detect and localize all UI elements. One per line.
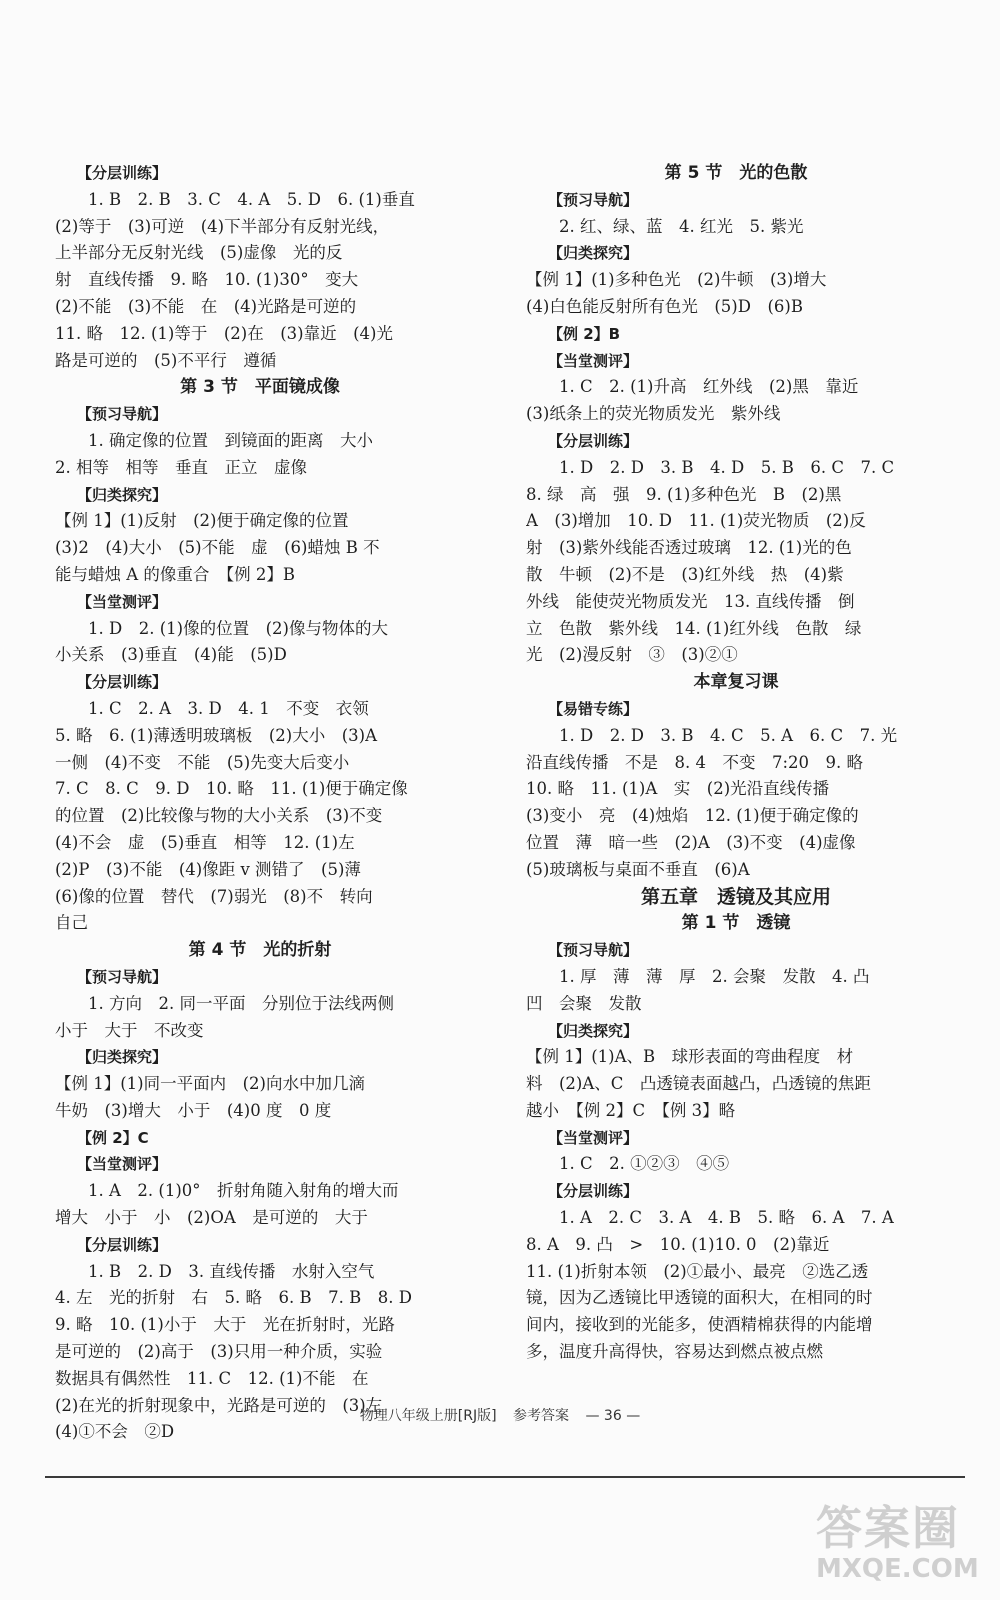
answer-line: 是可逆的 (2)高于 (3)只用一种介质，实验 [55, 1342, 383, 1362]
answer-line: 自己 [55, 913, 88, 933]
answer-line: 能与蜡烛 A 的像重合 【例 2】B [55, 564, 296, 584]
answer-line: 1. 厚 薄 薄 厚 2. 会聚 发散 4. 凸 [559, 966, 870, 986]
left-column [55, 160, 465, 1446]
section-heading: 【当堂测评】 [548, 351, 639, 370]
bottom-rule [45, 1476, 965, 1478]
answer-line: 沿直线传播 不是 8. 4 不变 7:20 9. 略 [526, 752, 864, 772]
answer-line: 1. C 2. A 3. D 4. 1 不变 衣领 [88, 698, 369, 718]
section-title: 第 3 节 平面镜成像 [180, 377, 340, 398]
answer-line: 2. 相等 相等 垂直 正立 虚像 [55, 457, 307, 477]
answer-line: 立 色散 紫外线 14. (1)红外线 色散 绿 [526, 618, 862, 638]
page-footer [0, 1405, 1000, 1425]
answer-line: 位置 薄 暗一些 (2)A (3)不变 (4)虚像 [526, 832, 856, 852]
answer-line: 1. B 2. D 3. 直线传播 水射入空气 [88, 1261, 375, 1281]
answer-line: 1. 方向 2. 同一平面 分别位于法线两侧 [88, 993, 394, 1013]
section-heading: 【归类探究】 [548, 244, 639, 263]
section-heading: 【分层训练】 [548, 431, 639, 450]
section-heading: 【预习导航】 [548, 941, 639, 960]
answer-line: 1. C 2. ①②③ ④⑤ [559, 1154, 730, 1174]
answer-line: 1. B 2. B 3. C 4. A 5. D 6. (1)垂直 [88, 189, 415, 209]
answer-line: (4)①不会 ②D [55, 1422, 175, 1442]
answer-line: 1. C 2. (1)升高 红外线 (2)黑 靠近 [559, 377, 859, 397]
answer-line: 间内，接收到的光能多，使酒精棉获得的内能增 [526, 1315, 873, 1335]
answer-line: 4. 左 光的折射 右 5. 略 6. B 7. B 8. D [55, 1288, 412, 1308]
section-heading: 【当堂测评】 [77, 592, 168, 611]
answer-line: (2)不能 (3)不能 在 (4)光路是可逆的 [55, 296, 357, 316]
section-heading: 【分层训练】 [77, 673, 168, 692]
section-heading: 【归类探究】 [77, 485, 168, 504]
watermark-en: MXQE.COM [816, 1554, 979, 1584]
footer-book-title: 物理八年级上册[RJ版] [359, 1408, 497, 1424]
answer-line: 11. (1)折射本领 (2)①最小、最亮 ②选乙透 [526, 1261, 869, 1281]
answer-line: 1. D 2. D 3. B 4. C 5. A 6. C 7. 光 [559, 725, 898, 745]
answer-line: (5)玻璃板与桌面不垂直 (6)A [526, 859, 750, 879]
answer-line: (3)2 (4)大小 (5)不能 虚 (6)蜡烛 B 不 [55, 538, 380, 558]
answer-line: 凹 会聚 发散 [526, 993, 642, 1013]
answer-line: (2)P (3)不能 (4)像距 v 测错了 (5)薄 [55, 859, 361, 879]
answer-line: A (3)增加 10. D 11. (1)荧光物质 (2)反 [526, 511, 866, 531]
section-title: 第 5 节 光的色散 [664, 163, 808, 183]
section-heading: 【归类探究】 [77, 1048, 168, 1067]
answer-line: 牛奶 (3)增大 小于 (4)0 度 0 度 [55, 1100, 332, 1120]
answer-line: 9. 略 10. (1)小于 大于 光在折射时，光路 [55, 1315, 395, 1335]
answer-line: 10. 略 11. (1)A 实 (2)光沿直线传播 [526, 779, 830, 799]
section-heading: 【归类探究】 [548, 1021, 639, 1040]
answer-line: 路是可逆的 (5)不平行 遵循 [55, 350, 277, 370]
answer-line: 11. 略 12. (1)等于 (2)在 (3)靠近 (4)光 [55, 323, 393, 343]
section-heading: 【易错专练】 [548, 699, 639, 718]
section-heading: 【分层训练】 [77, 164, 168, 182]
answer-line: (4)不会 虚 (5)垂直 相等 12. (1)左 [55, 832, 355, 852]
answer-line: 1. 确定像的位置 到镜面的距离 大小 [88, 430, 373, 450]
section-title: 第 4 节 光的折射 [188, 940, 332, 961]
answer-line: 多，温度升高得快，容易达到燃点被点燃 [526, 1342, 823, 1362]
section-heading: 【预习导航】 [77, 967, 168, 986]
answer-line: (2)等于 (3)可逆 (4)下半部分有反射光线， [55, 216, 390, 236]
answer-line: 上半部分无反射光线 (5)虚像 光的反 [55, 243, 343, 263]
chapter-title: 第五章 透镜及其应用 [640, 885, 831, 908]
answer-line: 1. D 2. (1)像的位置 (2)像与物体的大 [88, 618, 388, 638]
answer-line: 小关系 (3)垂直 (4)能 (5)D [55, 645, 287, 665]
answer-line: 射 (3)紫外线能否透过玻璃 12. (1)光的色 [526, 538, 852, 558]
answer-line: 光 (2)漫反射 ③ (3)②① [526, 645, 738, 665]
section-heading: 【预习导航】 [548, 190, 639, 209]
answer-line: 【例 1】(1)反射 (2)便于确定像的位置 [55, 511, 349, 531]
footer-page-number: — 36 — [585, 1408, 641, 1424]
watermark-cn: 答案圈 [816, 1501, 960, 1555]
answer-line: 一侧 (4)不变 不能 (5)先变大后变小 [55, 752, 350, 772]
section-heading: 【预习导航】 [77, 405, 168, 424]
answer-line: 【例 1】(1)多种色光 (2)牛顿 (3)增大 [526, 270, 827, 290]
answer-line: 料 (2)A、C 凸透镜表面越凸，凸透镜的焦距 [526, 1074, 871, 1094]
answer-line: 5. 略 6. (1)薄透明玻璃板 (2)大小 (3)A [55, 725, 378, 745]
answer-line: (2)在光的折射现象中，光路是可逆的 (3)左 [55, 1395, 383, 1415]
section-heading: 【例 2】B [548, 324, 621, 343]
answer-line: 【例 1】(1)A、B 球形表面的弯曲程度 材 [526, 1047, 854, 1067]
answer-line: 射 直线传播 9. 略 10. (1)30° 变大 [55, 270, 359, 290]
answer-line: 镜，因为乙透镜比甲透镜的面积大，在相同的时 [526, 1288, 873, 1308]
answer-line: 8. A 9. 凸 > 10. (1)10. 0 (2)靠近 [526, 1234, 830, 1254]
answer-line: (4)白色能反射所有色光 (5)D (6)B [526, 296, 803, 316]
answer-line: 【例 1】(1)同一平面内 (2)向水中加几滴 [55, 1074, 365, 1094]
answer-line: 1. A 2. C 3. A 4. B 5. 略 6. A 7. A [559, 1208, 894, 1228]
section-heading: 【当堂测评】 [548, 1128, 639, 1147]
answer-line: (3)纸条上的荧光物质发光 紫外线 [526, 404, 781, 424]
section-title: 第 1 节 透镜 [681, 913, 791, 934]
answer-line: 散 牛顿 (2)不是 (3)红外线 热 (4)紫 [526, 564, 844, 584]
footer-section: 参考答案 [513, 1408, 570, 1424]
answer-line: (6)像的位置 替代 (7)弱光 (8)不 转向 [55, 886, 373, 906]
watermark-logo [816, 1502, 986, 1592]
answer-line: 7. C 8. C 9. D 10. 略 11. (1)便于确定像 [55, 779, 408, 799]
answer-line: 小于 大于 不改变 [55, 1020, 204, 1040]
answer-line: 数据具有偶然性 11. C 12. (1)不能 在 [55, 1368, 369, 1388]
answer-line: 2. 红、绿、蓝 4. 红光 5. 紫光 [559, 216, 804, 236]
answer-line: 1. A 2. (1)0° 折射角随入射角的增大而 [88, 1181, 399, 1201]
answer-line: (3)变小 亮 (4)烛焰 12. (1)便于确定像的 [526, 806, 859, 826]
answer-line: 越小 【例 2】C 【例 3】略 [526, 1100, 736, 1120]
section-heading: 【例 2】C [77, 1128, 149, 1147]
answer-line: 外线 能使荧光物质发光 13. 直线传播 倒 [526, 591, 855, 611]
answer-line: 1. D 2. D 3. B 4. D 5. B 6. C 7. C [559, 457, 895, 477]
answer-line: 8. 绿 高 强 9. (1)多种色光 B (2)黑 [526, 484, 842, 504]
section-heading: 【当堂测评】 [77, 1155, 168, 1174]
section-title: 本章复习课 [693, 672, 779, 693]
section-heading: 【分层训练】 [77, 1235, 168, 1254]
section-heading: 【分层训练】 [548, 1182, 639, 1201]
answer-line: 增大 小于 小 (2)OA 是可逆的 大于 [55, 1208, 368, 1228]
right-column [526, 160, 946, 1366]
answer-line: 的位置 (2)比较像与物的大小关系 (3)不变 [55, 806, 383, 826]
